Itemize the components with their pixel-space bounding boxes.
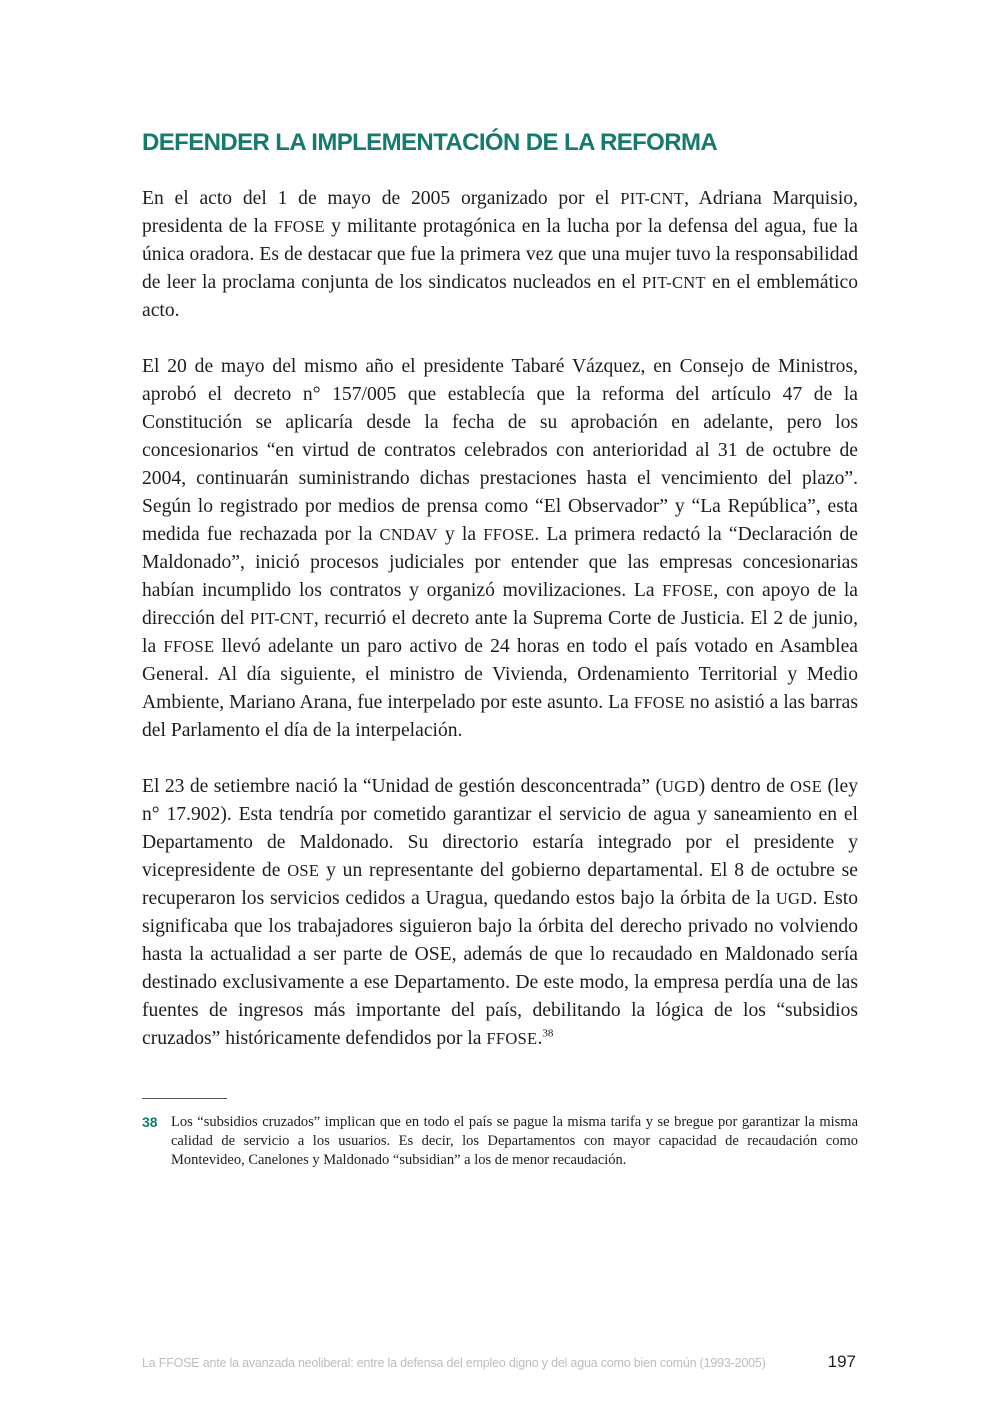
running-footer-title: La FFOSE ante la avanzada neoliberal: entre la defensa del empleo digno y del agua como bien común (1993-2005): [142, 1356, 766, 1370]
acronym: OSE: [790, 777, 823, 796]
text-run: El 20 de mayo del mismo año el presidente Tabaré Vázquez, en Consejo de Ministros, aprobó el decreto n° 157/005 que establecía que la reforma del artículo 47 de la Constitución se aplicaría desde la fecha de su aprobación en adelante, pero los concesionarios “en virtud de contratos celebrados con anterioridad al 31 de octubre de 2004, continuarán suministrando dichas prestaciones hasta el vencimiento del plazo”. Según lo registrado por medios de prensa como “El Observador” y “La República”, esta medida fue rechazada por la: [142, 356, 858, 545]
text-run: y militante protagónica en la lucha por la defensa del agua, fue la única oradora. Es de destacar que fue la primera vez que una mujer tuvo la responsabilidad de leer la proclama conjunta de los sindicatos nucleados en el: [142, 216, 858, 293]
page-number: 197: [827, 1352, 856, 1371]
acronym: FFOSE: [163, 637, 215, 656]
body-text: [142, 185, 858, 1081]
paragraph: [142, 185, 858, 325]
text-run: en el emblemático acto.: [142, 272, 858, 321]
acronym: OSE: [287, 861, 320, 880]
text-run: . La primera redactó la “Declaración de Maldonado”, inició procesos judiciales por entender que las empresas concesionarias habían incumplido los contratos y organizó movilizaciones. La: [142, 524, 858, 601]
acronym: FFOSE: [483, 525, 535, 544]
document-page: [142, 0, 858, 1417]
acronym: FFOSE: [273, 217, 325, 236]
text-run: y un representante del gobierno departamental. El 8 de octubre se recuperaron los servicios cedidos a Uragua, quedando estos bajo la órbita de la: [142, 860, 858, 909]
paragraph: [142, 353, 858, 745]
text-run: , con apoyo de la dirección del: [142, 580, 858, 629]
footnote-number: 38: [142, 1114, 158, 1130]
text-run: . Esto significaba que los trabajadores siguieron bajo la órbita del derecho privado no volviendo hasta la actualidad a ser parte de OSE, además de que lo recaudado en Maldonado sería destinado exclusivamente a ese Departamento. De este modo, la empresa perdía una de las fuentes de ingresos más importante del país, debilitando la lógica de los “subsidios cruzados” históricamente defendidos por la: [142, 888, 858, 1049]
acronym: UGD: [661, 777, 699, 796]
text-run: y la: [437, 524, 484, 545]
text-run: , Adriana Marquisio, presidenta de la: [142, 188, 858, 237]
acronym: FFOSE: [662, 581, 714, 600]
paragraph: [142, 773, 858, 1053]
acronym: UGD: [775, 889, 813, 908]
text-run: .: [537, 1028, 543, 1049]
acronym: FFOSE: [486, 1029, 538, 1048]
section-heading: DEFENDER LA IMPLEMENTACIÓN DE LA REFORMA: [142, 129, 718, 156]
acronym: FFOSE: [633, 693, 685, 712]
acronym: PIT-CNT: [249, 609, 314, 628]
text-run: En el acto del 1 de mayo de 2005 organizado por el: [142, 188, 621, 209]
footnote-text: Los “subsidios cruzados” implican que en todo el país se pague la misma tarifa y se bregue por garantizar la misma calidad de servicio a los usuarios. Es decir, los Departamentos con mayor capacidad de recaudación como Montevideo, Canelones y Maldonado “subsidian” a los de menor recaudación.: [171, 1114, 858, 1168]
text-run: no asistió a las barras del Parlamento el día de la interpelación.: [142, 692, 858, 741]
footnote-divider: [142, 1098, 227, 1099]
acronym: PIT-CNT: [642, 273, 706, 292]
text-run: ) dentro de: [698, 776, 791, 797]
footnote-reference: 38: [542, 1027, 554, 1040]
text-run: llevó adelante un paro activo de 24 horas en todo el país votado en Asamblea General. Al día siguiente, el ministro de Vivienda, Ordenamiento Territorial y Medio Ambiente, Mariano Arana, fue interpelado por este asunto. La: [142, 636, 858, 713]
acronym: PIT-CNT: [620, 189, 685, 208]
text-run: , recurrió el decreto ante la Suprema Corte de Justicia. El 2 de junio, la: [142, 608, 858, 657]
acronym: CNDAV: [379, 525, 438, 544]
footnote: [142, 1113, 858, 1170]
text-run: (ley n° 17.902). Esta tendría por cometido garantizar el servicio de agua y saneamiento en el Departamento de Maldonado. Su directorio estaría integrado por el presidente y vicepresidente de: [142, 776, 858, 881]
text-run: El 23 de setiembre nació la “Unidad de gestión desconcentrada” (: [142, 776, 662, 797]
